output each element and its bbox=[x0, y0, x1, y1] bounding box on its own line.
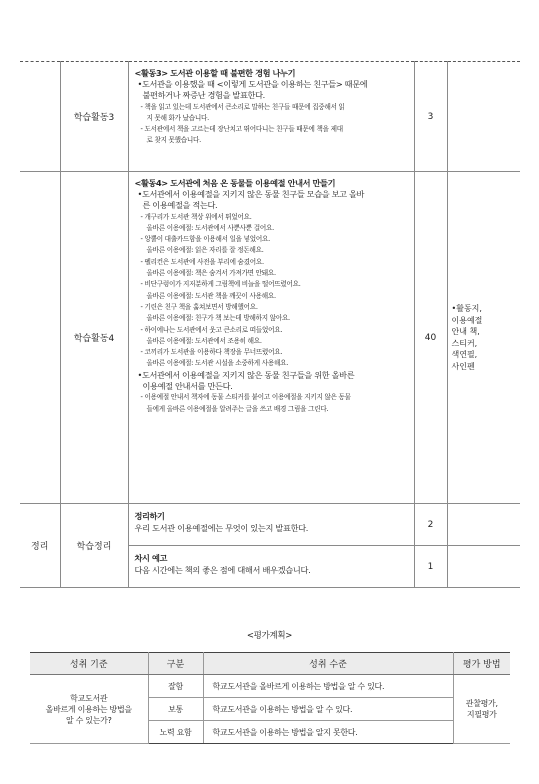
text-line: 로 찾지 못했습니다. bbox=[146, 136, 201, 145]
behavior-line: - 앙뿔이 대출카드함을 이용해서 일을 넣었어요. bbox=[140, 235, 270, 244]
etiquette-line: 올바른 이용예절: 읽은 자리를 잘 정돈해요. bbox=[146, 246, 264, 255]
eval-table bbox=[30, 652, 510, 744]
eval-header: 평가 방법 bbox=[453, 653, 510, 675]
eval-header: 구분 bbox=[148, 653, 203, 675]
behavior-line: - 비단구렁이가 지저분하게 그림책에 비늘을 떨어뜨렸어요. bbox=[140, 280, 301, 289]
activity-4-name: 학습활동4 bbox=[60, 172, 128, 504]
text-line: 불편하거나 짜증난 경험을 발표한다. bbox=[142, 90, 265, 101]
eval-method bbox=[453, 675, 510, 744]
eval-header-row bbox=[30, 653, 510, 675]
method-line: 관찰평가, bbox=[465, 699, 498, 708]
stage-cell bbox=[20, 172, 60, 504]
etiquette-line: 올바른 이용예절: 책은 숨겨서 가져가면 안돼요. bbox=[146, 269, 276, 278]
criterion-line: 올바르게 이용하는 방법을 bbox=[45, 704, 132, 714]
activity-3-example bbox=[135, 124, 408, 147]
summary-materials bbox=[447, 504, 520, 546]
eval-criterion bbox=[30, 675, 148, 744]
material-line: 스티커, bbox=[451, 338, 478, 348]
preview-text: 다음 시간에는 책의 좋은 점에 대해서 배우겠습니다. bbox=[134, 565, 311, 575]
activity-4-title: <활동4> 도서관에 처음 온 동물들 이용예절 안내서 만들기 bbox=[134, 178, 336, 188]
behavior-line: - 기린은 친구 책을 훔쳐보면서 방해했어요. bbox=[140, 302, 258, 311]
material-line: 안내 책, bbox=[451, 327, 480, 336]
activity-4-bullet bbox=[135, 189, 408, 212]
eval-grade: 노력 요함 bbox=[148, 721, 203, 744]
behavior-line: - 하이에나는 도서관에서 웃고 큰소리로 떠들었어요. bbox=[140, 325, 283, 334]
activity-4-bullet bbox=[135, 370, 408, 393]
behavior-line: - 코끼리가 도서관을 이용하다 책장을 무너뜨렸어요. bbox=[140, 348, 283, 357]
activity-3-content bbox=[128, 62, 414, 172]
activity-3-minutes: 3 bbox=[414, 62, 447, 172]
criterion-line: 학교도서관 bbox=[70, 693, 108, 703]
text-line: - 책을 읽고 있는데 도서관에서 큰소리로 말하는 친구들 때문에 집중해서 읽 bbox=[140, 102, 345, 111]
preview-minutes: 1 bbox=[414, 546, 447, 588]
eval-header: 성취 기준 bbox=[30, 653, 148, 675]
activity-4-task bbox=[135, 392, 408, 415]
eval-row bbox=[30, 675, 510, 698]
activity-3-name: 학습활동3 bbox=[60, 62, 128, 172]
eval-grade: 보통 bbox=[148, 698, 203, 721]
activity-4-content bbox=[128, 172, 414, 504]
text-line: - 도서관에서 책을 고르는데 장난치고 뛰어다니는 친구들 때문에 책을 제대 bbox=[140, 125, 343, 134]
wrapup-summary bbox=[128, 504, 414, 546]
method-line: 지필평가 bbox=[466, 710, 497, 719]
text-line: 들에게 올바른 이용예절을 알려주는 글을 쓰고 배경 그림을 그린다. bbox=[146, 404, 329, 413]
preview-materials bbox=[447, 546, 520, 588]
activity-3-bullet bbox=[135, 79, 408, 102]
etiquette-line: 올바른 이용예절: 도서관 시설을 소중하게 사용해요. bbox=[146, 359, 289, 368]
eval-level: 학교도서관을 올바르게 이용하는 방법을 알 수 있다. bbox=[203, 675, 453, 698]
etiquette-line: 올바른 이용예절: 도서관 책을 깨끗이 사용해요. bbox=[146, 291, 276, 300]
material-line: 사인펜 bbox=[451, 361, 475, 371]
preview-title: 차시 예고 bbox=[134, 553, 167, 563]
text-line: •도서관에서 이용예절을 지키지 않은 동물 친구들 모습을 보고 올바 bbox=[137, 189, 365, 199]
behavior-line: - 펠리컨은 도서관에 사전을 부리에 숨겼어요. bbox=[140, 257, 264, 266]
activity-3-title: <활동3> 도서관 이용할 때 불편한 경험 나누기 bbox=[134, 68, 296, 78]
lesson-table bbox=[20, 61, 520, 588]
summary-minutes: 2 bbox=[414, 504, 447, 546]
summary-title: 정리하기 bbox=[134, 511, 165, 521]
activity-4-row bbox=[20, 172, 520, 504]
text-line: 른 이용예절을 적는다. bbox=[142, 200, 218, 211]
activity-3-materials bbox=[447, 62, 520, 172]
eval-header: 성취 수준 bbox=[203, 653, 453, 675]
eval-level: 학교도서관을 이용하는 방법을 알 수 있다. bbox=[203, 698, 453, 721]
etiquette-line: 올바른 이용예절: 도서관에서 조용히 해요. bbox=[146, 336, 262, 345]
activity-3-example bbox=[135, 102, 408, 125]
text-line: •도서관에서 이용예절을 지키지 않은 동물 친구들을 위한 올바른 bbox=[137, 369, 355, 380]
material-line: 이용예절 bbox=[451, 315, 483, 325]
etiquette-line: 올바른 이용예절: 도서관에서 사뿐사뿐 걸어요. bbox=[146, 223, 274, 232]
text-line: - 이용예절 안내서 책자에 동물 스티커를 붙이고 이용예절을 지키지 않은 동물 bbox=[140, 393, 351, 402]
behavior-line: - 개구리가 도서관 책상 위에서 뛰었어요. bbox=[140, 212, 252, 221]
wrapup-row-1 bbox=[20, 504, 520, 546]
etiquette-line: 올바른 이용예절: 친구가 책 보는데 방해하지 않아요. bbox=[146, 314, 290, 323]
activity-4-materials bbox=[447, 172, 520, 504]
criterion-line: 알 수 있는가? bbox=[65, 715, 112, 725]
material-line: 색연필, bbox=[451, 350, 478, 359]
text-line: 지 못해 화가 났습니다. bbox=[146, 113, 209, 122]
summary-text: 우리 도서관 이용예절에는 무엇이 있는지 발표한다. bbox=[134, 523, 309, 533]
activity-4-minutes: 40 bbox=[414, 172, 447, 504]
text-line: •도서관을 이용했을 때 <이렇게 도서관을 이용하는 친구들> 때문에 bbox=[137, 79, 368, 89]
activity-4-examples bbox=[135, 212, 408, 370]
stage-cell bbox=[20, 62, 60, 172]
text-line: 이용예절 안내서를 만든다. bbox=[142, 381, 233, 392]
wrapup-name: 학습정리 bbox=[60, 504, 128, 588]
eval-grade: 잘함 bbox=[148, 675, 203, 698]
wrapup-preview bbox=[128, 546, 414, 588]
material-line: •활동지, bbox=[451, 304, 482, 313]
wrapup-stage: 정리 bbox=[20, 504, 60, 588]
eval-level: 학교도서관을 이용하는 방법을 알지 못한다. bbox=[203, 721, 453, 744]
eval-title: <평가계획> bbox=[246, 631, 293, 641]
activity-3-row bbox=[20, 62, 520, 172]
